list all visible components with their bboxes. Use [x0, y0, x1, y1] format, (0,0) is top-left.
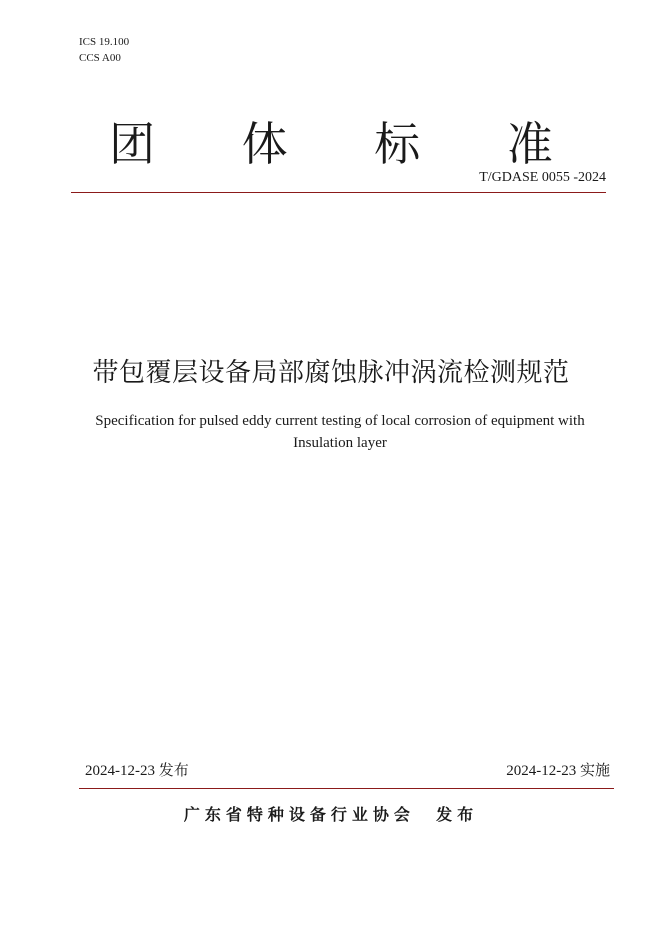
english-title-line-1: Specification for pulsed eddy current testing of local corrosion of equipment with: [95, 413, 585, 429]
document-type-title: 团 体 标 准: [109, 117, 589, 171]
publisher-line: [0, 802, 662, 825]
chinese-title: 带包覆层设备局部腐蚀脉冲涡流检测规范: [92, 358, 570, 388]
publish-label: 发布: [436, 805, 479, 824]
english-title: [80, 410, 600, 454]
classification-codes: [79, 34, 129, 66]
implementation-date: 2024-12-23 实施: [506, 763, 610, 779]
ics-code: ICS 19.100: [79, 36, 130, 48]
top-divider: [71, 192, 606, 193]
standard-number: T/GDASE 0055 -2024: [479, 170, 606, 185]
bottom-divider: [79, 788, 614, 789]
issue-date: 2024-12-23 发布: [85, 763, 189, 779]
publisher-name: 广东省特种设备行业协会: [183, 805, 415, 824]
ccs-code: CCS A00: [79, 52, 121, 64]
english-title-line-2: Insulation layer: [293, 435, 387, 451]
